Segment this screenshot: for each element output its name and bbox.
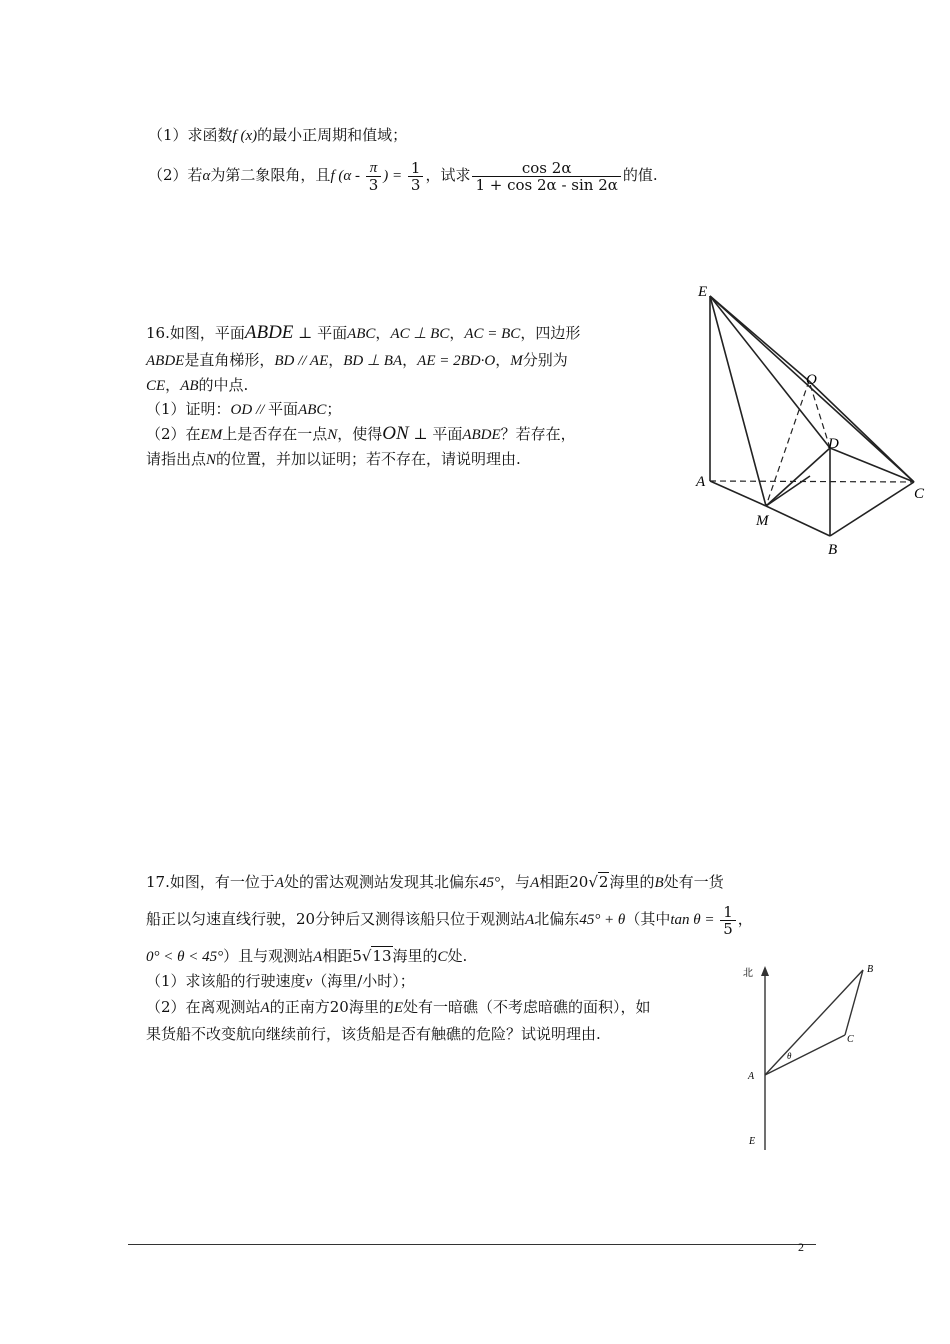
q16-part1: （1）证明：OD // 平面ABC； (146, 400, 342, 418)
page-number: 2 (798, 1240, 804, 1254)
q16-line1: 16.如图，平面ABDE ⊥ 平面ABC，AC ⊥ BC，AC = BC，四边形 (146, 322, 581, 343)
q17-line1: 17.如图，有一位于A处的雷达观测站发现其北偏东45°，与A相距20√2海里的B处有一货 (146, 873, 724, 891)
north-arrow-icon (761, 966, 769, 976)
label-B: B (828, 542, 838, 558)
label-M: M (756, 513, 769, 529)
label-O: O (806, 372, 817, 388)
q16-part2-cont: 请指出点N的位置，并加以证明；若不存在，请说明理由. (146, 450, 521, 468)
label-A: A (696, 474, 706, 490)
q17-line2: 船正以匀速直线行驶，20分钟后又测得该船只位于观测站A北偏东45° + θ（其中tan θ = $\frac{1}{5}$ ， (146, 902, 753, 938)
label-C: C (847, 1034, 854, 1045)
label-D: D (828, 436, 839, 452)
q17-part2: （2）在离观测站A的正南方20海里的E处有一暗礁（不考虑暗礁的面积），如 (146, 998, 651, 1016)
label-E: E (749, 1136, 756, 1147)
label-A: A (748, 1071, 755, 1082)
label-north: 北 (743, 968, 753, 979)
q15-part2: （2）若α为第二象限角，且f (α - $\frac{\pi}{3}$ ) = $\frac{1}{3}$ ，试求 $\frac{\cos 2\alpha}{1 + \cos 2\alpha - \sin 2\alpha}$ 的值. (148, 158, 658, 194)
q15-part1: （1）求函数f (x)的最小正周期和值域； (148, 126, 408, 144)
q16-line3: CE，AB的中点. (146, 376, 249, 394)
q17-part1: （1）求该船的行驶速度v（海里/小时）； (146, 972, 415, 990)
q17-line3: 0° < θ < 45°）且与观测站A相距5√13海里的C处. (146, 947, 468, 965)
label-B: B (867, 964, 874, 975)
q17-figure (735, 960, 895, 1155)
label-E: E (698, 284, 708, 300)
q16-part2: （2）在EM上是否存在一点N，使得ON ⊥ 平面ABDE？若存在， (146, 423, 576, 444)
label-theta: θ (787, 1051, 792, 1061)
q16-figure (690, 278, 940, 563)
label-C: C (914, 486, 925, 502)
q16-line2: ABDE是直角梯形，BD // AE，BD ⊥ BA，AE = 2BD·O，M分别为 (146, 351, 568, 369)
footer-rule (128, 1244, 816, 1245)
q17-part2-cont: 果货船不改变航向继续前行，该货船是否有触礁的危险？试说明理由. (146, 1025, 601, 1043)
